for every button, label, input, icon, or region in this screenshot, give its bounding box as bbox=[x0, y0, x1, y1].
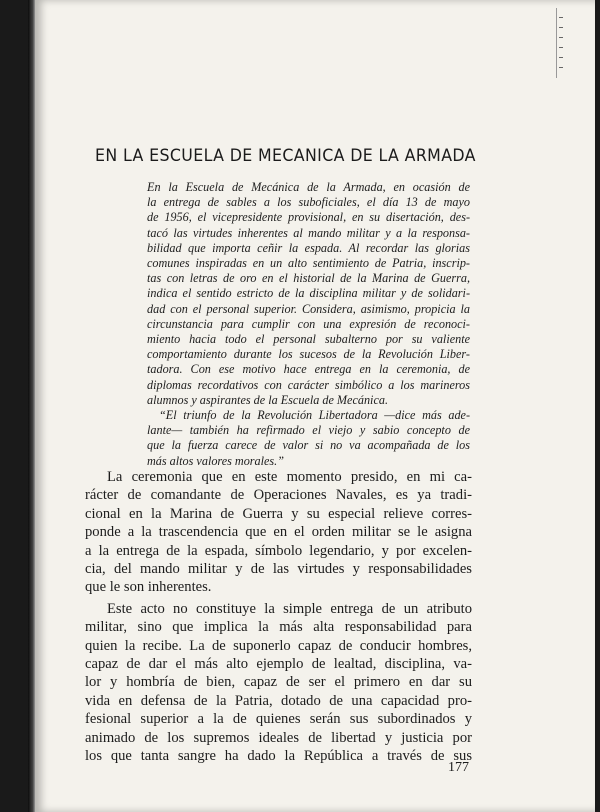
paragraph-line: cia, del mando militar y de las virtudes y responsabilidades bbox=[85, 561, 472, 578]
paragraph-line: fesional superior a la de quienes serán sus subordinados y bbox=[85, 711, 472, 728]
summary-quote-line: lante— también ha refirmado el viejo y sabio concepto de bbox=[147, 423, 470, 438]
summary-line: miento hacia todo el personal subalterno por su valiente bbox=[147, 332, 470, 347]
summary-line: tadora. Con ese motivo hace entrega en la ceremonia, de bbox=[147, 362, 470, 377]
paragraph-line: rácter de comandante de Operaciones Navales, es ya tradi- bbox=[85, 487, 472, 504]
summary-line: tas con letras de oro en el historial de la Marina de Guerra, bbox=[147, 271, 470, 286]
paragraph-line: vida en defensa de la Patria, dotado de una capacidad pro- bbox=[85, 692, 472, 709]
paragraph-line: que le son inherentes. bbox=[85, 579, 212, 596]
paragraph-line: La ceremonia que en este momento presido, en mi ca- bbox=[107, 469, 472, 485]
page-edge-mark bbox=[556, 8, 569, 78]
summary-line: de 1956, el vicepresidente provisional, en su disertación, des- bbox=[147, 210, 470, 225]
summary-line: alumnos y aspirantes de la Escuela de Mecánica. bbox=[147, 392, 388, 407]
summary-line: comportamiento durante los sucesos de la Revolución Liber- bbox=[147, 347, 470, 362]
paragraph-line: lor y hombría de bien, capaz de ser el primero en dar su bbox=[85, 674, 472, 691]
summary-line: indica el sentido estricto de la disciplina militar y de solidari- bbox=[147, 286, 470, 301]
body-text bbox=[85, 468, 472, 766]
paragraph-line: quien la recibe. La de suponerlo capaz de conducir hombres, bbox=[85, 637, 472, 654]
paragraph-line: capaz de dar el más alto ejemplo de lealtad, disciplina, va- bbox=[85, 656, 472, 673]
summary-line: tacó las virtudes inherentes al mando militar y a la responsa- bbox=[147, 225, 470, 240]
paragraph-line: militar, sino que implica la más alta responsabilidad para bbox=[85, 619, 472, 636]
summary-line: bilidad que importa ceñir la espada. Al recordar las glorias bbox=[147, 240, 470, 255]
italic-summary bbox=[147, 180, 470, 469]
paragraph-line: los que tanta sangre ha dado la República a través de sus bbox=[85, 748, 472, 765]
paragraph-line: cional en la Marina de Guerra y su especial relieve corres- bbox=[85, 505, 472, 522]
paragraph-line: animado de los supremos ideales de libertad y justicia por bbox=[85, 729, 472, 746]
paragraph-line: Este acto no constituye la simple entrega de un atributo bbox=[107, 600, 472, 617]
summary-line: circunstancia para cumplir con una expresión de reconoci- bbox=[147, 316, 470, 331]
summary-quote-line: más altos valores morales.” bbox=[147, 453, 285, 468]
paragraph-line: a la entrega de la espada, símbolo legendario, y por excelen- bbox=[85, 542, 472, 559]
summary-line: dad con el personal superior. Considera, asimismo, propicia la bbox=[147, 301, 470, 316]
page-number: 177 bbox=[448, 760, 469, 775]
summary-line: En la Escuela de Mecánica de la Armada, en ocasión de bbox=[147, 180, 470, 194]
summary-line: comunes inspiradas en un alto sentimiento de Patria, inscrip- bbox=[147, 256, 470, 271]
chapter-title: EN LA ESCUELA DE MECANICA DE LA ARMADA bbox=[95, 146, 476, 166]
summary-line: diplomas recordativos con carácter simbólico a los marineros bbox=[147, 377, 470, 392]
summary-line: la entrega de sables a los suboficiales, el día 13 de mayo bbox=[147, 195, 470, 210]
paragraph-line: ponde a la trascendencia que en el orden militar se le asigna bbox=[85, 524, 472, 541]
summary-quote-line: que la fuerza carece de valor si no va acompañada de los bbox=[147, 438, 470, 453]
summary-quote-line: “El triunfo de la Revolución Libertadora —dice más ade- bbox=[159, 408, 470, 423]
